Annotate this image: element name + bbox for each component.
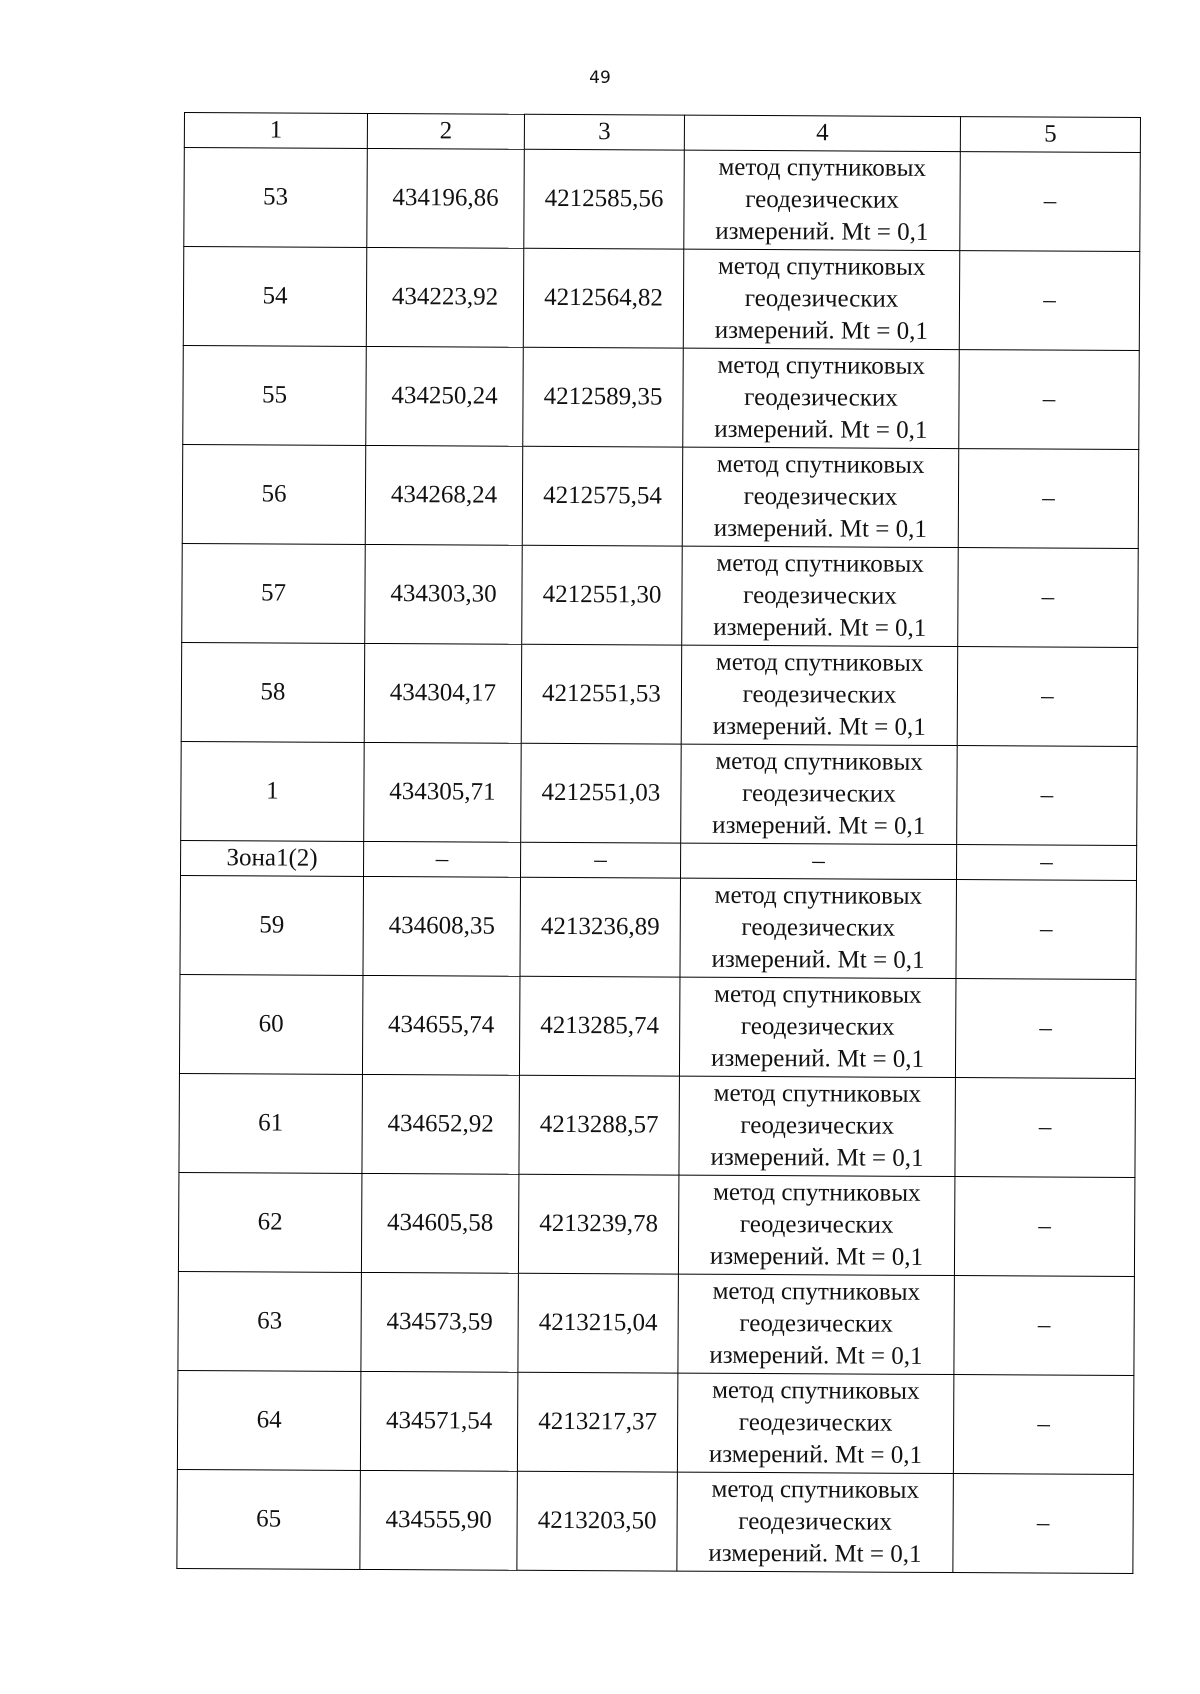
x-coordinate-cell: 434652,92 bbox=[362, 1074, 520, 1174]
method-line-1: метод спутниковых bbox=[717, 351, 925, 380]
method-cell bbox=[678, 1175, 955, 1275]
x-coordinate-cell: 434303,30 bbox=[365, 544, 523, 644]
point-number-cell: 58 bbox=[181, 642, 365, 742]
method-line-3: измерений. Mt = 0,1 bbox=[709, 1242, 924, 1271]
y-coordinate-cell: 4212551,30 bbox=[522, 545, 683, 645]
method-line-1: метод спутниковых bbox=[713, 1178, 921, 1207]
coordinates-table bbox=[176, 112, 1141, 1574]
method-line-3: измерений. Mt = 0,1 bbox=[709, 1341, 923, 1370]
point-number-cell: 64 bbox=[177, 1370, 361, 1470]
point-number-cell: 63 bbox=[178, 1271, 362, 1371]
table-body bbox=[177, 113, 1141, 1574]
point-number-cell: 57 bbox=[182, 543, 366, 643]
point-number-cell: 60 bbox=[179, 974, 363, 1074]
method-line-1: метод спутниковых bbox=[714, 881, 923, 910]
description-cell: – bbox=[955, 1078, 1136, 1178]
method-line-1: метод спутниковых bbox=[713, 1079, 922, 1108]
x-coordinate-cell: 434605,58 bbox=[361, 1173, 519, 1273]
header-col-4: 4 bbox=[684, 115, 960, 151]
header-col-1: 1 bbox=[184, 113, 367, 149]
y-coordinate-cell: 4213203,50 bbox=[517, 1471, 678, 1571]
description-cell: – bbox=[954, 1276, 1135, 1376]
method-line-2: геодезических bbox=[742, 779, 896, 808]
method-cell bbox=[679, 977, 956, 1077]
y-coordinate-cell: 4212551,03 bbox=[521, 743, 682, 843]
zone-col-2-cell: – bbox=[363, 841, 520, 877]
point-number-cell: 1 bbox=[181, 741, 365, 841]
method-line-3: измерений. Mt = 0,1 bbox=[713, 514, 927, 543]
method-line-3: измерений. Mt = 0,1 bbox=[708, 1440, 923, 1469]
method-line-2: геодезических bbox=[740, 1012, 895, 1041]
description-cell: – bbox=[957, 746, 1138, 846]
method-cell bbox=[684, 150, 961, 250]
table-row bbox=[182, 444, 1139, 548]
method-cell bbox=[681, 744, 958, 844]
table-row bbox=[181, 741, 1138, 845]
method-line-2: геодезических bbox=[738, 1408, 893, 1437]
method-line-3: измерений. Mt = 0,1 bbox=[714, 316, 928, 345]
table-row bbox=[181, 642, 1138, 746]
method-line-3: измерений. Mt = 0,1 bbox=[708, 1539, 922, 1568]
description-cell: – bbox=[954, 1177, 1135, 1277]
x-coordinate-cell: 434305,71 bbox=[364, 742, 522, 842]
method-line-2: геодезических bbox=[744, 284, 899, 313]
x-coordinate-cell: 434573,59 bbox=[361, 1272, 519, 1372]
method-line-2: геодезических bbox=[743, 482, 898, 511]
method-line-2: геодезических bbox=[739, 1210, 894, 1239]
method-line-3: измерений. Mt = 0,1 bbox=[715, 217, 929, 246]
page-number: 49 bbox=[589, 68, 611, 88]
table-row bbox=[177, 1370, 1134, 1474]
x-coordinate-cell: 434655,74 bbox=[362, 975, 520, 1075]
zone-col-4-cell: – bbox=[680, 843, 956, 879]
zone-col-5-cell: – bbox=[956, 845, 1136, 881]
method-cell bbox=[678, 1274, 955, 1374]
method-line-3: измерений. Mt = 0,1 bbox=[714, 415, 928, 444]
method-line-1: метод спутниковых bbox=[716, 549, 924, 578]
y-coordinate-cell: 4213285,74 bbox=[519, 976, 680, 1076]
table-row bbox=[179, 1073, 1136, 1177]
method-line-2: геодезических bbox=[741, 913, 896, 942]
x-coordinate-cell: 434555,90 bbox=[360, 1470, 518, 1570]
y-coordinate-cell: 4213217,37 bbox=[517, 1372, 678, 1472]
point-number-cell: 54 bbox=[183, 247, 367, 347]
table-row bbox=[178, 1271, 1135, 1375]
zone-col-3-cell: – bbox=[520, 842, 680, 878]
x-coordinate-cell: 434223,92 bbox=[366, 247, 524, 347]
method-line-1: метод спутниковых bbox=[718, 153, 926, 182]
method-line-2: геодезических bbox=[745, 185, 899, 214]
point-number-cell: 65 bbox=[177, 1469, 361, 1569]
method-line-1: метод спутниковых bbox=[716, 450, 925, 479]
table-row bbox=[183, 345, 1140, 449]
x-coordinate-cell: 434608,35 bbox=[363, 876, 521, 976]
description-cell: – bbox=[958, 449, 1139, 549]
x-coordinate-cell: 434250,24 bbox=[366, 346, 524, 446]
x-coordinate-cell: 434571,54 bbox=[360, 1371, 518, 1471]
description-cell: – bbox=[956, 880, 1137, 980]
table-row bbox=[182, 543, 1139, 647]
method-line-1: метод спутниковых bbox=[712, 1277, 921, 1306]
table-row bbox=[178, 1172, 1135, 1276]
point-number-cell: 53 bbox=[184, 148, 368, 248]
y-coordinate-cell: 4212585,56 bbox=[524, 149, 685, 249]
point-number-cell: 61 bbox=[179, 1073, 363, 1173]
method-line-2: геодезических bbox=[742, 680, 897, 709]
method-line-3: измерений. Mt = 0,1 bbox=[713, 613, 927, 642]
y-coordinate-cell: 4212589,35 bbox=[523, 347, 684, 447]
table-row bbox=[180, 875, 1137, 979]
description-cell: – bbox=[953, 1375, 1134, 1475]
header-col-2: 2 bbox=[367, 113, 524, 149]
method-line-2: геодезических bbox=[744, 383, 898, 412]
description-cell: – bbox=[960, 152, 1141, 252]
method-line-1: метод спутниковых bbox=[717, 252, 926, 281]
y-coordinate-cell: 4213288,57 bbox=[519, 1075, 680, 1175]
method-cell bbox=[683, 348, 960, 448]
x-coordinate-cell: 434268,24 bbox=[365, 445, 523, 545]
x-coordinate-cell: 434304,17 bbox=[364, 643, 522, 743]
method-line-2: геодезических bbox=[743, 581, 897, 610]
method-cell bbox=[677, 1373, 954, 1473]
table-row bbox=[177, 1469, 1134, 1573]
description-cell: – bbox=[958, 548, 1139, 648]
table-row bbox=[179, 974, 1136, 1078]
method-line-3: измерений. Mt = 0,1 bbox=[712, 811, 926, 840]
method-line-1: метод спутниковых bbox=[715, 648, 924, 677]
method-cell bbox=[679, 1076, 956, 1176]
description-cell: – bbox=[957, 647, 1138, 747]
y-coordinate-cell: 4213215,04 bbox=[518, 1273, 679, 1373]
method-line-3: измерений. Mt = 0,1 bbox=[710, 1044, 925, 1073]
y-coordinate-cell: 4213239,78 bbox=[518, 1174, 679, 1274]
method-cell bbox=[681, 645, 958, 745]
zone-row bbox=[181, 840, 1137, 880]
method-cell bbox=[683, 249, 960, 349]
y-coordinate-cell: 4212564,82 bbox=[523, 248, 684, 348]
description-cell: – bbox=[959, 350, 1140, 450]
y-coordinate-cell: 4213236,89 bbox=[520, 877, 681, 977]
method-line-2: геодезических bbox=[738, 1507, 892, 1536]
header-row bbox=[184, 113, 1140, 153]
y-coordinate-cell: 4212575,54 bbox=[522, 446, 683, 546]
method-line-3: измерений. Mt = 0,1 bbox=[711, 945, 925, 974]
x-coordinate-cell: 434196,86 bbox=[367, 148, 525, 248]
method-line-2: геодезических bbox=[740, 1111, 895, 1140]
description-cell: – bbox=[953, 1474, 1134, 1574]
method-line-3: измерений. Mt = 0,1 bbox=[712, 712, 926, 741]
description-cell: – bbox=[959, 251, 1140, 351]
point-number-cell: 55 bbox=[183, 345, 367, 445]
method-cell bbox=[680, 878, 957, 978]
zone-label-cell: Зона1(2) bbox=[181, 840, 364, 876]
table-row bbox=[183, 247, 1140, 351]
method-cell bbox=[677, 1472, 954, 1572]
point-number-cell: 59 bbox=[180, 875, 364, 975]
method-line-3: измерений. Mt = 0,1 bbox=[710, 1143, 924, 1172]
table-row bbox=[184, 148, 1141, 252]
method-cell bbox=[682, 447, 959, 547]
method-line-1: метод спутниковых bbox=[715, 747, 923, 776]
method-line-1: метод спутниковых bbox=[711, 1475, 920, 1504]
y-coordinate-cell: 4212551,53 bbox=[521, 644, 682, 744]
header-col-5: 5 bbox=[960, 117, 1140, 153]
method-line-2: геодезических bbox=[739, 1309, 894, 1338]
point-number-cell: 56 bbox=[182, 444, 366, 544]
description-cell: – bbox=[955, 979, 1136, 1079]
method-cell bbox=[682, 546, 959, 646]
header-col-3: 3 bbox=[524, 114, 684, 150]
point-number-cell: 62 bbox=[178, 1172, 362, 1272]
method-line-1: метод спутниковых bbox=[714, 980, 922, 1009]
method-line-1: метод спутниковых bbox=[712, 1376, 920, 1405]
